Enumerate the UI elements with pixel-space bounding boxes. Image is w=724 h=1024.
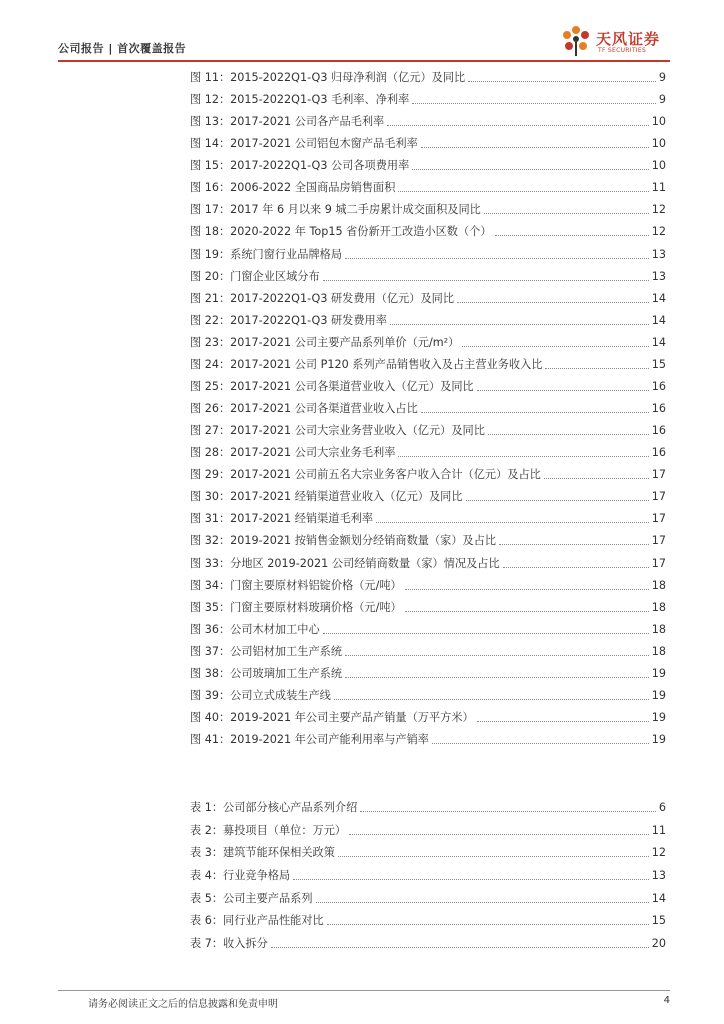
toc-entry-page: 9: [658, 71, 666, 84]
toc-dot-leader: [545, 367, 648, 369]
toc-entry-page: 19: [651, 688, 666, 702]
toc-entry-title: 图 28：2017-2021 公司大宗业务毛利率: [190, 446, 396, 460]
toc-dot-leader: [323, 279, 649, 281]
header-divider: [58, 60, 670, 62]
toc-entry-page: 15: [651, 914, 666, 928]
toc-entry-title: 图 16：2006-2022 全国商品房销售面积: [190, 181, 396, 195]
figure-toc-entry[interactable]: [190, 356, 666, 372]
page-number: 4: [663, 995, 670, 1006]
figure-toc-entry[interactable]: [190, 201, 666, 217]
toc-entry-title: 图 13：2017-2021 公司各产品毛利率: [190, 115, 385, 129]
toc-entry-title: 图 25：2017-2021 公司各渠道营业收入（亿元）及同比: [190, 379, 474, 393]
toc-dot-leader: [466, 499, 649, 501]
tianfeng-flower-logo-icon: [558, 22, 594, 58]
figure-toc-entry[interactable]: [190, 290, 666, 306]
figure-toc-entry[interactable]: [190, 665, 666, 681]
table-toc-entry[interactable]: [190, 912, 666, 928]
toc-entry-page: 14: [651, 291, 666, 305]
toc-entry-title: 图 34：门窗主要原材料铝锭价格（元/吨）: [190, 578, 402, 592]
toc-entry-page: 11: [651, 823, 666, 837]
toc-dot-leader: [421, 411, 649, 413]
toc-entry-title: 图 11：2015-2022Q1-Q3 归母净利润（亿元）及同比: [190, 71, 466, 84]
toc-entry-title: 图 29：2017-2021 公司前五名大宗业务客户收入合计（亿元）及占比: [190, 468, 541, 482]
page-footer: [58, 990, 670, 1014]
toc-entry-page: 14: [651, 335, 666, 349]
toc-entry-title: 图 36：公司木材加工中心: [190, 622, 320, 636]
toc-entry-page: 18: [651, 622, 666, 636]
toc-entry-title: 图 22：2017-2022Q1-Q3 研发费用率: [190, 313, 387, 327]
figure-toc-entry[interactable]: [190, 444, 666, 460]
toc-dot-leader: [349, 833, 649, 835]
footer-divider: [58, 990, 670, 991]
figure-toc-entry[interactable]: [190, 223, 666, 239]
table-toc-entry[interactable]: [190, 935, 666, 951]
figure-toc-entry[interactable]: [190, 466, 666, 482]
toc-entry-page: 19: [651, 711, 666, 725]
toc-entry-title: 图 12：2015-2022Q1-Q3 毛利率、净利率: [190, 93, 410, 107]
toc-dot-leader: [387, 124, 649, 126]
toc-dot-leader: [316, 901, 649, 903]
toc-entry-page: 12: [651, 225, 666, 239]
toc-entry-title: 图 17：2017 年 6 月以来 9 城二手房累计成交面积及同比: [190, 203, 481, 217]
toc-entry-title: 图 18：2020-2022 年 Top15 省份新开工改造小区数（个）: [190, 225, 492, 239]
figure-toc-entry[interactable]: [190, 135, 666, 151]
toc-entry-title: 表 3：建筑节能环保相关政策: [190, 846, 335, 860]
table-toc-entry[interactable]: [190, 822, 666, 838]
toc-entry-page: 16: [651, 402, 666, 416]
toc-entry-title: 图 19：系统门窗行业品牌格局: [190, 247, 343, 261]
figure-toc-entry[interactable]: [190, 378, 666, 394]
figure-toc-entry[interactable]: [190, 91, 666, 107]
toc-dot-leader: [412, 102, 656, 104]
toc-dot-leader: [432, 742, 649, 744]
toc-entry-page: 17: [651, 556, 666, 570]
report-type-label: 公司报告 | 首次覆盖报告: [58, 42, 187, 55]
toc-dot-leader: [376, 521, 649, 523]
toc-entry-page: 12: [651, 846, 666, 860]
toc-entry-page: 13: [651, 247, 666, 261]
figure-toc-entry[interactable]: [190, 532, 666, 548]
toc-entry-title: 图 27：2017-2021 公司大宗业务营业收入（亿元）及同比: [190, 424, 485, 438]
toc-entry-title: 图 20：门窗企业区域分布: [190, 269, 320, 283]
table-toc-entry[interactable]: [190, 844, 666, 860]
toc-entry-title: 图 15：2017-2022Q1-Q3 公司各项费用率: [190, 159, 410, 173]
toc-entry-title: 图 31：2017-2021 经销渠道毛利率: [190, 512, 374, 526]
toc-entry-page: 17: [651, 512, 666, 526]
toc-entry-title: 图 35：门窗主要原材料玻璃价格（元/吨）: [190, 600, 402, 614]
toc-dot-leader: [484, 212, 649, 214]
toc-entry-page: 15: [651, 357, 666, 371]
toc-dot-leader: [544, 477, 649, 479]
figure-toc-entry[interactable]: [190, 113, 666, 129]
toc-entry-page: 10: [651, 159, 666, 173]
toc-entry-title: 表 1：公司部分核心产品系列介绍: [190, 801, 358, 814]
figure-toc-entry[interactable]: [190, 621, 666, 637]
toc-entry-page: 16: [651, 446, 666, 460]
toc-dot-leader: [421, 146, 649, 148]
figure-toc-entry[interactable]: [190, 422, 666, 438]
toc-dot-leader: [323, 632, 649, 634]
toc-entry-title: 表 4：行业竞争格局: [190, 869, 291, 882]
toc-entry-title: 表 2：募投项目（单位：万元）: [190, 823, 347, 837]
toc-dot-leader: [499, 543, 649, 545]
toc-dot-leader: [398, 190, 648, 192]
toc-entry-page: 16: [651, 424, 666, 438]
figure-toc-entry[interactable]: [190, 687, 666, 703]
toc-entry-page: 14: [651, 891, 666, 905]
toc-entry-title: 图 21：2017-2022Q1-Q3 研发费用（亿元）及同比: [190, 291, 455, 305]
toc-entry-title: 图 38：公司玻璃加工生产系统: [190, 666, 343, 680]
figure-toc-entry[interactable]: [190, 488, 666, 504]
toc-entry-title: 图 40：2019-2021 年公司主要产品产销量（万平方米）: [190, 711, 474, 725]
toc-dot-leader: [405, 588, 649, 590]
figure-toc-entry[interactable]: [190, 312, 666, 328]
figure-toc-entry[interactable]: [190, 510, 666, 526]
toc-entry-title: 图 24：2017-2021 公司 P120 系列产品销售收入及占主营业务收入比: [190, 357, 543, 371]
toc-entry-page: 13: [651, 269, 666, 283]
toc-entry-page: 19: [651, 733, 666, 747]
figure-toc-entry[interactable]: [190, 400, 666, 416]
toc-dot-leader: [495, 234, 649, 236]
toc-dot-leader: [338, 855, 649, 857]
figure-toc-entry[interactable]: [190, 599, 666, 615]
toc-entry-page: 17: [651, 534, 666, 548]
toc-entry-title: 图 32：2019-2021 按销售金额划分经销商数量（家）及占比: [190, 534, 497, 548]
logo-subtitle: TF SECURITIES: [598, 47, 647, 54]
figure-toc-entry[interactable]: [190, 577, 666, 593]
toc-dot-leader: [477, 720, 649, 722]
toc-entry-page: 10: [651, 115, 666, 129]
toc-dot-leader: [345, 654, 649, 656]
figure-toc-entry[interactable]: [190, 709, 666, 725]
toc-dot-leader: [405, 610, 649, 612]
toc-dot-leader: [412, 168, 648, 170]
toc-dot-leader: [477, 389, 649, 391]
figure-toc-entry[interactable]: [190, 179, 666, 195]
toc-entry-page: 11: [651, 181, 666, 195]
toc-entry-title: 图 26：2017-2021 公司各渠道营业收入占比: [190, 402, 418, 416]
company-logo: [558, 22, 670, 58]
toc-entry-page: 12: [651, 203, 666, 217]
toc-entry-page: 6: [658, 801, 666, 814]
figure-toc-entry[interactable]: [190, 69, 666, 85]
toc-entry-page: 19: [651, 666, 666, 680]
toc-dot-leader: [457, 301, 649, 303]
table-toc-entry[interactable]: [190, 867, 666, 883]
figure-toc-entry[interactable]: [190, 334, 666, 350]
figure-toc-entry[interactable]: [190, 555, 666, 571]
toc-entry-title: 图 30：2017-2021 经销渠道营业收入（亿元）及同比: [190, 490, 463, 504]
logo-name: 天风证券: [596, 30, 661, 48]
toc-entry-page: 17: [651, 468, 666, 482]
table-toc-entry[interactable]: [190, 890, 666, 906]
toc-entry-title: 表 6：同行业产品性能对比: [190, 914, 324, 928]
figure-toc-entry[interactable]: [190, 731, 666, 747]
toc-dot-leader: [345, 676, 649, 678]
toc-entry-title: 图 33：分地区 2019-2021 公司经销商数量（家）情况及占比: [190, 556, 500, 570]
toc-dot-leader: [271, 946, 649, 948]
disclaimer-text: 请务必阅读正文之后的信息披露和免责申明: [88, 999, 278, 1010]
toc-dot-leader: [503, 566, 649, 568]
toc-entry-title: 图 37：公司铝材加工生产系统: [190, 644, 343, 658]
figure-toc-entry[interactable]: [190, 268, 666, 284]
toc-dot-leader: [334, 698, 649, 700]
toc-entry-page: 18: [651, 644, 666, 658]
toc-dot-leader: [360, 810, 656, 812]
figure-toc-entry[interactable]: [190, 246, 666, 262]
table-toc-entry[interactable]: [190, 799, 666, 815]
toc-entry-title: 表 7：收入拆分: [190, 937, 268, 951]
toc-entry-title: 图 41：2019-2021 年公司产能利用率与产销率: [190, 733, 429, 747]
figure-toc-entry[interactable]: [190, 157, 666, 173]
toc-dot-leader: [398, 455, 648, 457]
toc-dot-leader: [468, 80, 656, 82]
toc-dot-leader: [327, 923, 649, 925]
toc-dot-leader: [345, 257, 649, 259]
toc-entry-page: 20: [651, 937, 666, 951]
page-header: [58, 20, 670, 62]
toc-entry-title: 图 23：2017-2021 公司主要产品系列单价（元/m²）: [190, 335, 460, 349]
toc-entry-page: 13: [651, 869, 666, 882]
toc-dot-leader: [462, 345, 648, 347]
toc-dot-leader: [293, 878, 649, 880]
toc-entry-page: 18: [651, 578, 666, 592]
toc-entry-page: 18: [651, 600, 666, 614]
toc-entry-title: 图 14：2017-2021 公司铝包木窗产品毛利率: [190, 137, 418, 151]
toc-entry-title: 表 5：公司主要产品系列: [190, 891, 313, 905]
toc-dot-leader: [390, 323, 649, 325]
toc-entry-page: 17: [651, 490, 666, 504]
toc-entry-page: 9: [658, 93, 666, 107]
toc-entry-page: 16: [651, 379, 666, 393]
toc-entry-page: 10: [651, 137, 666, 151]
toc-entry-title: 图 39：公司立式成装生产线: [190, 688, 331, 702]
toc-dot-leader: [488, 433, 649, 435]
figure-toc-entry[interactable]: [190, 643, 666, 659]
toc-entry-page: 14: [651, 313, 666, 327]
